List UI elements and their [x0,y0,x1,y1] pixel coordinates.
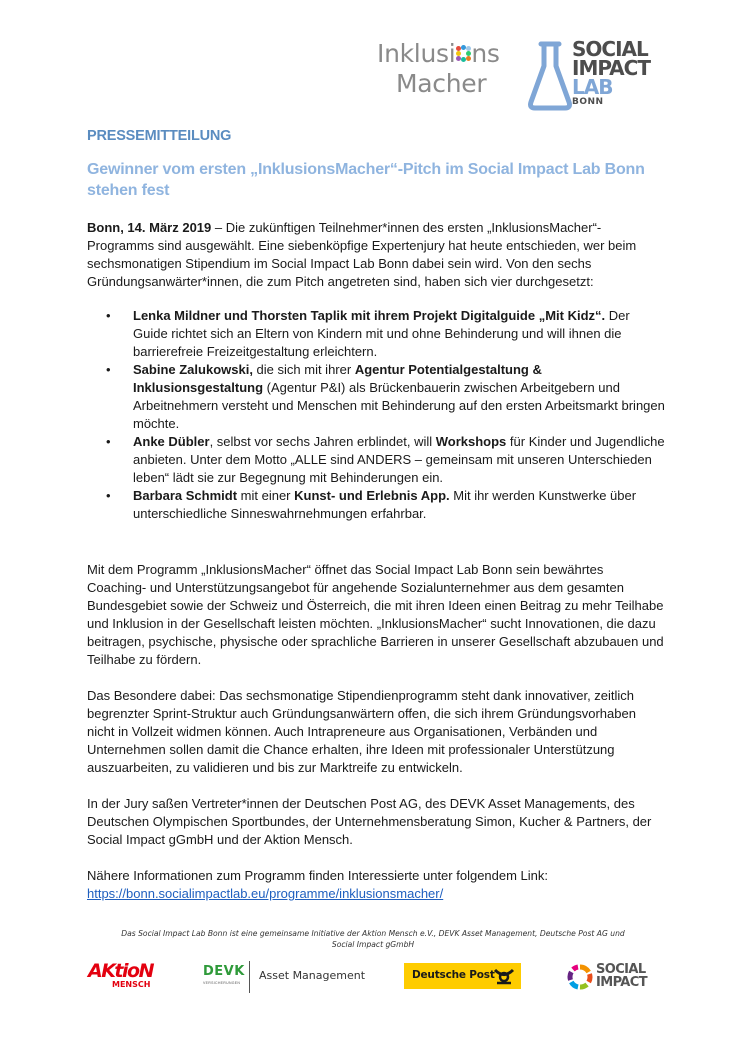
colored-dots-icon [456,46,470,60]
winner-name: Lenka Mildner und Thorsten Taplik mit ihrem Projekt Digitalguide „Mit Kidz“. [133,308,606,323]
inklusionsmacher-logo [377,40,517,100]
logo-text: Deutsche Post [412,969,495,981]
winner-project: Workshops [435,434,507,449]
winner-description: (Agentur P&I) als Brückenbauerin zwischen Arbeitgebern und Arbeitnehmern versteht und Menschen mit Behinderung auf den ersten Arbeitsmarkt bringen möchte. [133,380,665,431]
headline: Gewinner vom ersten „InklusionsMacher“-Pitch im Social Impact Lab Bonn stehen fest [87,161,645,199]
lead-text: – Die zukünftigen Teilnehmer*innen des ersten „InklusionsMacher“-Programms sind ausgewählt. Eine siebenköpfige Expertenjury hat heute entschieden, wer beim sechsmonatigen Stipendium im Social Impact Lab Bonn dabei sein wird. Von den sechs Gründungsanwärter*innen, die zum Pitch angetreten sind, haben sich vier durchgesetzt: [87,220,637,289]
paragraph-program: Mit dem Programm „InklusionsMacher“ öffnet das Social Impact Lab Bonn sein bewährtes Coaching- und Unterstützungsangebot für angehende Sozialunternehmer aus dem gesamten Bundesgebiet sowie der Schweiz und Österreich, die mit ihren Ideen einen Beitrag zu mehr Teilhabe und Inklusion in der Gesellschaft leisten möchten. „InklusionsMacher“ sucht Innovationen, die dazu beitragen, psychische, physische oder sprachliche Barrieren in unserer Gesellschaft abzubauen und Teilhabe zu fördern. [87,562,664,667]
winner-description: die sich mit ihrer [252,362,355,377]
document-body [87,127,665,903]
logo-text: LAB [572,75,613,99]
logo-text: Asset Management [259,969,366,982]
logo-text: Macher [396,69,487,98]
footer-note: Das Social Impact Lab Bonn ist eine gemeinsame Initiative der Aktion Mensch e.V., DEVK Asset Management, Deutsche Post AG und Social Impact gGmbH [121,929,625,949]
winner-project: Kunst- und Erlebnis App. [294,488,450,503]
logo-text: VERSICHERUNGEN [203,981,241,985]
post-horn-icon [493,967,515,985]
colored-ring-icon [567,964,593,990]
aktion-mensch-logo [88,962,158,992]
logo-text: IMPACT [596,975,647,990]
winners-list [87,307,665,523]
list-item [133,487,665,523]
logo-text: MENSCH [112,980,151,989]
logo-text: BONN [572,97,604,107]
list-item [133,307,665,361]
paragraph-more-info: Nähere Informationen zum Programm finden Interessierte unter folgendem Link: [87,868,549,883]
logo-text: ns [471,39,500,68]
program-link[interactable]: https://bonn.socialimpactlab.eu/programme/inklusionsmacher/ [87,886,444,901]
winner-name: Barbara Schmidt [133,488,238,503]
social-impact-lab-bonn-logo [528,37,663,116]
divider [249,961,250,993]
winner-name: Anke Dübler [133,434,210,449]
winner-description: Der Guide richtet sich an Eltern von Kindern mit und ohne Behinderung und will ihnen die barrierefreie Freizeitgestaltung erleichtern. [133,308,630,359]
list-item [133,433,665,487]
logo-text: AKtioN [88,960,153,982]
logo-text: IMPACT [572,56,650,80]
winner-description: mit einer [237,488,295,503]
kicker: PRESSEMITTEILUNG [87,128,232,144]
logo-text: Inklusi [377,39,456,68]
logo-text: SOCIAL [596,962,646,977]
paragraph-special: Das Besondere dabei: Das sechsmonatige Stipendienprogramm steht dank innovativer, zeitlich begrenzter Sprint-Struktur auch Gründungsanwärtern offen, die sich ihrem Gründungsvorhaben nicht in Vollzeit widmen können. Auch Intrapreneure aus Organisationen, Verbänden und Unternehmen sollen damit die Chance erhalten, ihre Ideen mit professionaler Unterstützung auszuarbeiten, zu validieren und bis zur Marktreife zu entwickeln. [87,688,636,775]
winner-description: , selbst vor sechs Jahren erblindet, will [209,434,436,449]
winner-description: für Kinder und Jugendliche anbieten. Unter dem Motto „ALLE sind ANDERS – gemeinsam mit unseren Unterschieden leben“ lädt sie zur Begegnung mit Behinderungen ein. [133,434,665,485]
logo-text: DEVK [203,964,245,979]
winner-name: Sabine Zalukowski, [133,362,253,377]
deutsche-post-logo [404,963,521,989]
social-impact-logo [567,962,662,992]
winner-project: Agentur Potentialgestaltung & Inklusionsgestaltung [133,362,542,395]
dateline: Bonn, 14. März 2019 [87,220,212,235]
lead-paragraph [87,219,665,291]
flask-icon [528,40,572,112]
winner-description: Mit ihr werden Kunstwerke über unterschiedliche Sinneswahrnehmungen erfahrbar. [133,488,637,521]
list-item [133,361,665,433]
logo-text: SOCIAL [572,37,648,61]
paragraph-jury: In der Jury saßen Vertreter*innen der Deutschen Post AG, des DEVK Asset Managements, des Deutschen Olympischen Sportbundes, der Unternehmensberatung Simon, Kucher & Partners, der Social Impact gGmbH und der Aktion Mensch. [87,796,652,847]
devk-asset-management-logo [203,961,388,993]
